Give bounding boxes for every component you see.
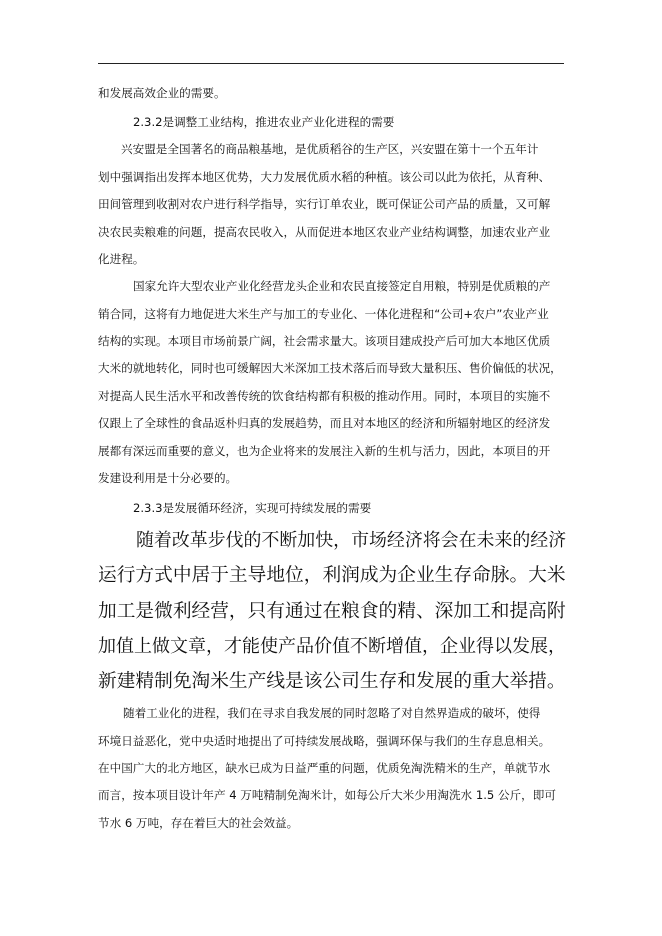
text-line: 兴安盟是全国著名的商品粮基地，是优质稻谷的生产区，兴安盟在第十一个五年计 xyxy=(121,142,539,156)
text-line: 大米的就地转化，同时也可缓解因大米深加工技术落后而导致大量积压、售价偏低的状况， xyxy=(98,361,562,375)
large-text-line: 随着改革步伐的不断加快，市场经济将会在未来的经济 xyxy=(136,530,567,551)
text-line: 在中国广大的北方地区，缺水已成为日益严重的问题，优质免淘洗精米的生产，单就节水 xyxy=(98,761,551,775)
text-line: 和发展高效企业的需要。 xyxy=(98,86,226,100)
text-line: 决农民卖粮难的问题，提高农民收入，从而促进本地区农业产业结构调整，加速农业产业 xyxy=(98,225,551,239)
section-heading-2-3-2: 2.3.2是调整工业结构，推进农业产业化进程的需要 xyxy=(133,115,395,129)
large-text-line: 加工是微利经营，只有通过在粮食的精、深加工和提高附 xyxy=(98,601,566,622)
text-line: 化进程。 xyxy=(98,252,145,266)
text-line: 发建设利用是十分必要的。 xyxy=(98,471,238,485)
text-line: 展都有深远而重要的意义，也为企业将来的发展注入新的生机与活力，因此，本项目的开 xyxy=(98,444,551,458)
large-text-line: 新建精制免淘米生产线是该公司生存和发展的重大举措。 xyxy=(98,671,566,692)
large-text-line: 运行方式中居于主导地位，利润成为企业生存命脉。大米 xyxy=(98,565,566,586)
text-line: 随着工业化的进程，我们在寻求自我发展的同时忽略了对自然界造成的破坏，使得 xyxy=(123,706,541,720)
large-text-line: 加值上做文章，才能使产品价值不断增值，企业得以发展， xyxy=(98,636,566,657)
text-line: 田间管理到收割对农户进行科学指导，实行订单农业，既可保证公司产品的质量，又可解 xyxy=(98,197,551,211)
text-line: 国家允许大型农业产业化经营龙头企业和农民直接签定自用粮，特别是优质粮的产 xyxy=(133,279,551,293)
text-line: 环境日益恶化，党中央适时地提出了可持续发展战略，强调环保与我们的生存息息相关。 xyxy=(98,734,551,748)
section-heading-2-3-3: 2.3.3是发展循环经济，实现可持续发展的需要 xyxy=(133,501,372,515)
text-line: 而言，按本项目设计年产 4 万吨精制免淘米计，如每公斤大米少用淘洗水 1.5 公斤，即可 xyxy=(98,788,556,802)
text-line: 结构的实现。本项目市场前景广阔，社会需求量大。该项目建成投产后可加大本地区优质 xyxy=(98,334,551,348)
text-line: 节水 6 万吨，存在着巨大的社会效益。 xyxy=(98,816,299,830)
text-line: 对提高人民生活水平和改善传统的饮食结构都有积极的推动作用。同时，本项目的实施不 xyxy=(98,389,551,403)
header-rule xyxy=(98,63,564,64)
text-line: 仅跟上了全球性的食品返朴归真的发展趋势，而且对本地区的经济和所辐射地区的经济发 xyxy=(98,416,551,430)
text-line: 销合同，这将有力地促进大米生产与加工的专业化、一体化进程和“公司+农户”农业产业 xyxy=(98,307,549,321)
text-line: 划中强调指出发挥本地区优势，大力发展优质水稻的种植。该公司以此为依托，从育种、 xyxy=(98,170,551,184)
